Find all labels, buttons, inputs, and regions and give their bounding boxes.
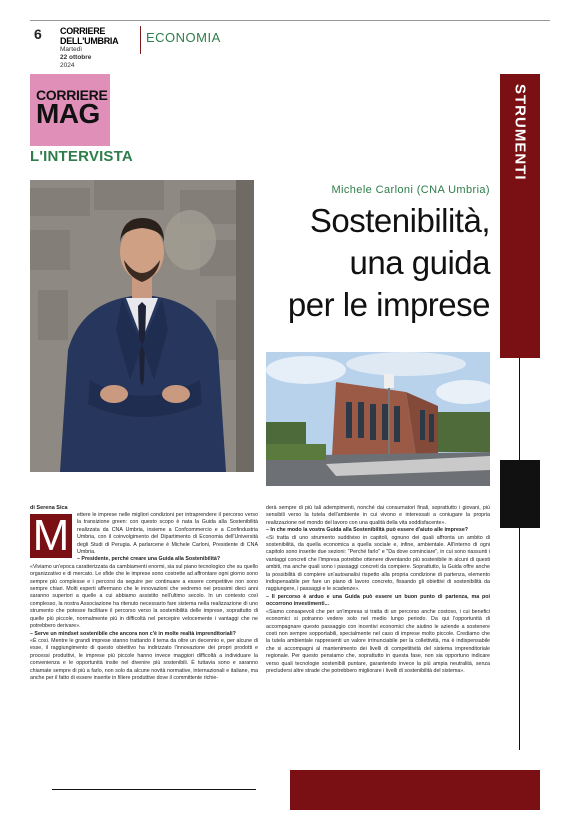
article-paragraph: «Siamo consapevoli che per un'impresa si tratta di un percorso anche costoso, i cui benefici economici si potranno vedere solo nel medio lungo periodo. Da qui l'opportunità di accompagnare questo passaggio con incentivi economici che aiutino le aziende a sostenere costi non sempre sopportabili, specialmente nel caso di imprese molto piccole. Crediamo che la tutela ambientale rappresenti un valore irrinunciabile per la collettività, ma è indispensabile che si accompagni al mantenimento dei livelli di competitività del sistema imprenditoriale regionale. Per questo pensiamo che, soprattutto in questa fase, non sia opportuno indicare verso quali tecnologie sostenibili puntare, garantendo invece la più ampia neutralità, senza precludersi altre strade che potrebbero migliorare i livelli di sostenibilità del sistema».	[266, 608, 490, 674]
masthead	[60, 26, 134, 70]
article-paragraph: «Viviamo un'epoca caratterizzata da cambiamenti enormi, sia sul piano tecnologico che su quello organizzativo e di mercato. Le sfide che le imprese sono costrette ad affrontare ogni giorno sono sempre più complesse e i percorsi da seguire per continuare a essere competitive non sono sempre chiari. Molti esperti affermano che le innovazioni che vedremo nei prossimi dieci anni saranno superiori a quelle a cui abbiamo assistito nell'ultimo secolo. In un contesto così complesso, la nostra Associazione ha ritenuto necessario fare sistema nella realizzazione di uno strumento che potesse facilitare il percorso verso la sostenibilità delle imprese, soprattutto di quelle più piccole, normalmente più in difficoltà nel percepire velocemente i vantaggi che ne potrebbero derivare».	[30, 563, 258, 630]
interview-question: – Presidente, perché creare una Guida alla Sostenibilità?	[77, 556, 221, 563]
masthead-logo: CORRIERE DELL'UMBRIA	[60, 26, 119, 46]
intervista-label: L'INTERVISTA	[30, 148, 133, 165]
masthead-date: 22 ottobre	[60, 54, 92, 61]
interview-question: – Il percorso è arduo e una Guida può essere un buon punto di partenza, ma poi occorrono investimenti...	[266, 593, 490, 608]
interview-question: – Serve un mindset sostenibile che ancora non c'è in molte realtà imprenditoriali?	[30, 630, 236, 637]
byline: di Serena Sica	[30, 505, 68, 511]
portrait-illustration	[30, 180, 254, 472]
section-name: ECONOMIA	[146, 30, 221, 45]
mag-logo-line1: CORRIERE	[36, 87, 108, 103]
interview-question: – In che modo la vostra Guida alla Sostenibilità può essere d'aiuto alle imprese?	[266, 527, 469, 534]
portrait-photo	[30, 180, 254, 472]
corriere-mag-logo	[30, 74, 110, 146]
strip-label: STRUMENTI	[511, 84, 529, 181]
building-illustration	[266, 352, 490, 486]
mag-logo-line2: MAG	[36, 98, 100, 129]
bottom-red-band	[290, 770, 540, 810]
section-divider	[140, 26, 141, 54]
masthead-weekday: Martedì	[60, 46, 83, 53]
strip-block	[500, 460, 540, 528]
article-column-right	[266, 505, 490, 675]
article-paragraph: ettere le imprese nelle migliori condizioni per intraprendere il percorso verso la transizione green: con questo scopo è nata la Guida alla Sostenibilità realizzata da CNA Umbria, insieme a Confcommercio e a Confindustria Umbria, con il coinvolgimento del Dipartimento di Economia dell'Università degli Studi di Perugia. A parlarcene è Michele Carloni, Presidente di CNA Umbria.	[77, 512, 258, 556]
headline-line: per le imprese	[287, 286, 490, 323]
headline-line: Sostenibilità,	[309, 202, 490, 239]
article-headline	[250, 200, 490, 326]
article-kicker: Michele Carloni (CNA Umbria)	[331, 184, 490, 196]
strip-line	[519, 358, 520, 750]
masthead-year: 2024	[60, 62, 75, 69]
article-paragraph: «Si tratta di uno strumento suddiviso in capitoli, ognuno dei quali affronta un ambito di sostenibilità, da quella economica a quella sociale e, infine, ambientale. All'interno di ogni capitolo sono inserite due sezioni: "Perché farlo" e "Da dove cominciare", in cui sono riassunti i vantaggi concreti che l'impresa potrebbe ottenere diventando più sostenibile in alcuni di questi ambiti, ma anche quali sono i passaggi concreti da compiere. Soprattutto, la Guida offre anche la possibilità di compiere un'autoanalisi rispetto alla propria condizione di partenza, elemento indispensabile per fare un piano di lavoro concreto, fissando gli obiettivi di sostenibilità da raggiungere, i passaggi e le scadenze».	[266, 534, 490, 593]
building-photo	[266, 352, 490, 486]
page-number: 6	[34, 26, 42, 42]
bottom-rule	[52, 789, 256, 790]
dropcap: M	[30, 514, 72, 558]
top-rule	[30, 20, 550, 21]
headline-line: una guida	[349, 244, 490, 281]
article-paragraph: derà sempre di più tali adempimenti, nonché dai consumatori finali, soprattutto i giovani, più sensibili verso la tutela dell'ambiente in cui vivono e interessati a coniugare la propria realizzazione nel mondo del lavoro con una qualità della vita soddisfacente».	[266, 505, 490, 526]
article-column-left	[30, 512, 258, 682]
article-paragraph: «È così. Mentre le grandi imprese stanno trattando il tema da oltre un decennio e, per alcune di esse, il raggiungimento di questo obiettivo ha indirizzato l'innovazione dei propri prodotti e processi produttivi, le imprese più piccole hanno invece maggiori difficoltà a individuare la convenienza e le opportunità insite nel divenire più sostenibili. È tuttavia sono e saranno chiamate sempre di più a farlo, non solo da alcune novità normative, internazionali e italiane, ma anche per il fatto di essere inserite in filiere produttive dove il committente richie-	[30, 637, 258, 681]
